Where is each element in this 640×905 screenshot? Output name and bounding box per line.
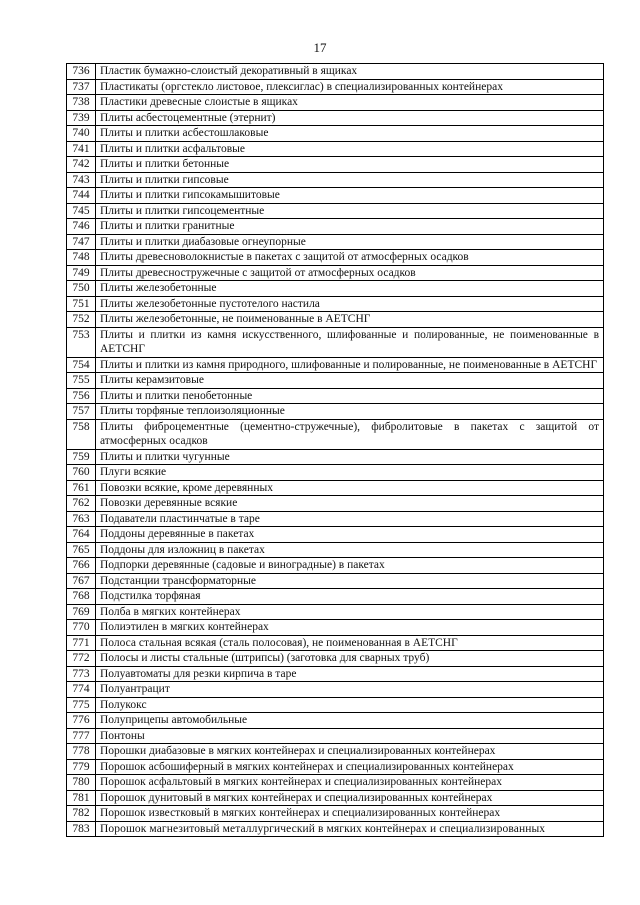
row-number: 755 xyxy=(67,373,96,389)
cargo-name: Плиты и плитки гипсокамышитовые xyxy=(96,188,604,204)
row-number: 756 xyxy=(67,388,96,404)
row-number: 780 xyxy=(67,775,96,791)
row-number: 775 xyxy=(67,697,96,713)
cargo-name: Плиты и плитки из камня природного, шлифованные и полированные, не поименованные в АЕТСНГ xyxy=(96,357,604,373)
table-row xyxy=(67,250,604,266)
row-number: 754 xyxy=(67,357,96,373)
page-number: 17 xyxy=(313,40,327,55)
cargo-name: Плиты и плитки пенобетонные xyxy=(96,388,604,404)
table-row xyxy=(67,419,604,449)
row-number: 750 xyxy=(67,281,96,297)
row-number: 773 xyxy=(67,666,96,682)
cargo-name: Полиэтилен в мягких контейнерах xyxy=(96,620,604,636)
cargo-name: Порошок асбошиферный в мягких контейнерах и специализированных контейнерах xyxy=(96,759,604,775)
cargo-name: Подпорки деревянные (садовые и виноградные) в пакетах xyxy=(96,558,604,574)
row-number: 779 xyxy=(67,759,96,775)
table-row xyxy=(67,527,604,543)
row-number: 745 xyxy=(67,203,96,219)
row-number: 778 xyxy=(67,744,96,760)
row-number: 763 xyxy=(67,511,96,527)
row-number: 764 xyxy=(67,527,96,543)
table-row xyxy=(67,157,604,173)
row-number: 736 xyxy=(67,64,96,80)
row-number: 776 xyxy=(67,713,96,729)
cargo-name: Плиты древесноволокнистые в пакетах с защитой от атмосферных осадков xyxy=(96,250,604,266)
row-number: 740 xyxy=(67,126,96,142)
row-number: 751 xyxy=(67,296,96,312)
row-number: 746 xyxy=(67,219,96,235)
cargo-name: Пластик бумажно-слоистый декоративный в ящиках xyxy=(96,64,604,80)
cargo-name: Понтоны xyxy=(96,728,604,744)
row-number: 749 xyxy=(67,265,96,281)
table-row xyxy=(67,172,604,188)
table-row xyxy=(67,728,604,744)
row-number: 759 xyxy=(67,449,96,465)
row-number: 766 xyxy=(67,558,96,574)
table-row xyxy=(67,234,604,250)
row-number: 758 xyxy=(67,419,96,449)
table-row xyxy=(67,682,604,698)
row-number: 739 xyxy=(67,110,96,126)
table-row xyxy=(67,759,604,775)
table-row xyxy=(67,697,604,713)
row-number: 738 xyxy=(67,95,96,111)
table-row xyxy=(67,806,604,822)
table-row xyxy=(67,203,604,219)
table-row xyxy=(67,312,604,328)
cargo-table-body xyxy=(67,64,604,837)
cargo-name: Плиты и плитки асфальтовые xyxy=(96,141,604,157)
cargo-name: Плиты и плитки бетонные xyxy=(96,157,604,173)
cargo-name: Полба в мягких контейнерах xyxy=(96,604,604,620)
row-number: 762 xyxy=(67,496,96,512)
row-number: 753 xyxy=(67,327,96,357)
row-number: 747 xyxy=(67,234,96,250)
cargo-name: Плиты и плитки асбестошлаковые xyxy=(96,126,604,142)
cargo-name: Плиты асбестоцементные (этернит) xyxy=(96,110,604,126)
cargo-name: Плиты фиброцементные (цементно-стружечные), фибролитовые в пакетах с защитой от атмосферных осадков xyxy=(96,419,604,449)
cargo-name: Полоса стальная всякая (сталь полосовая), не поименованная в АЕТСНГ xyxy=(96,635,604,651)
row-number: 752 xyxy=(67,312,96,328)
table-row xyxy=(67,744,604,760)
row-number: 769 xyxy=(67,604,96,620)
cargo-name: Полуавтоматы для резки кирпича в таре xyxy=(96,666,604,682)
table-row xyxy=(67,404,604,420)
table-row xyxy=(67,110,604,126)
cargo-name: Подаватели пластинчатые в таре xyxy=(96,511,604,527)
row-number: 742 xyxy=(67,157,96,173)
table-row xyxy=(67,219,604,235)
cargo-name: Плиты и плитки диабазовые огнеупорные xyxy=(96,234,604,250)
row-number: 770 xyxy=(67,620,96,636)
cargo-name: Полукокс xyxy=(96,697,604,713)
cargo-name: Плиты торфяные теплоизоляционные xyxy=(96,404,604,420)
cargo-name: Порошок магнезитовый металлургический в мягких контейнерах и специализированных xyxy=(96,821,604,837)
row-number: 741 xyxy=(67,141,96,157)
row-number: 767 xyxy=(67,573,96,589)
row-number: 761 xyxy=(67,480,96,496)
table-row xyxy=(67,496,604,512)
row-number: 783 xyxy=(67,821,96,837)
row-number: 757 xyxy=(67,404,96,420)
cargo-name: Плиты древесностружечные с защитой от атмосферных осадков xyxy=(96,265,604,281)
cargo-name: Плиты железобетонные пустотелого настила xyxy=(96,296,604,312)
cargo-name: Поддоны для изложниц в пакетах xyxy=(96,542,604,558)
cargo-name: Поддоны деревянные в пакетах xyxy=(96,527,604,543)
table-row xyxy=(67,666,604,682)
table-row xyxy=(67,388,604,404)
cargo-name: Пластикаты (оргстекло листовое, плексиглас) в специализированных контейнерах xyxy=(96,79,604,95)
cargo-name: Порошки диабазовые в мягких контейнерах и специализированных контейнерах xyxy=(96,744,604,760)
cargo-name: Плиты керамзитовые xyxy=(96,373,604,389)
cargo-name: Пластики древесные слоистые в ящиках xyxy=(96,95,604,111)
row-number: 782 xyxy=(67,806,96,822)
cargo-name: Подстанции трансформаторные xyxy=(96,573,604,589)
table-row xyxy=(67,126,604,142)
table-row xyxy=(67,790,604,806)
table-row xyxy=(67,620,604,636)
cargo-name: Полуантрацит xyxy=(96,682,604,698)
cargo-name: Полосы и листы стальные (штрипсы) (заготовка для сварных труб) xyxy=(96,651,604,667)
table-row xyxy=(67,573,604,589)
row-number: 760 xyxy=(67,465,96,481)
table-row xyxy=(67,775,604,791)
table-row xyxy=(67,296,604,312)
table-row xyxy=(67,327,604,357)
cargo-name: Плиты и плитки чугунные xyxy=(96,449,604,465)
row-number: 765 xyxy=(67,542,96,558)
row-number: 737 xyxy=(67,79,96,95)
cargo-name: Порошок асфальтовый в мягких контейнерах и специализированных контейнерах xyxy=(96,775,604,791)
cargo-name: Плиты железобетонные xyxy=(96,281,604,297)
cargo-name: Порошок известковый в мягких контейнерах и специализированных контейнерах xyxy=(96,806,604,822)
cargo-name: Плуги всякие xyxy=(96,465,604,481)
row-number: 777 xyxy=(67,728,96,744)
table-row xyxy=(67,651,604,667)
cargo-name: Порошок дунитовый в мягких контейнерах и специализированных контейнерах xyxy=(96,790,604,806)
table-row xyxy=(67,281,604,297)
row-number: 744 xyxy=(67,188,96,204)
table-row xyxy=(67,821,604,837)
cargo-name: Плиты и плитки гипсовые xyxy=(96,172,604,188)
table-row xyxy=(67,713,604,729)
table-row xyxy=(67,589,604,605)
table-row xyxy=(67,465,604,481)
table-row xyxy=(67,511,604,527)
table-row xyxy=(67,188,604,204)
table-row xyxy=(67,265,604,281)
cargo-name: Полуприцепы автомобильные xyxy=(96,713,604,729)
cargo-name: Плиты железобетонные, не поименованные в АЕТСНГ xyxy=(96,312,604,328)
cargo-name: Повозки деревянные всякие xyxy=(96,496,604,512)
row-number: 743 xyxy=(67,172,96,188)
table-row xyxy=(67,141,604,157)
row-number: 774 xyxy=(67,682,96,698)
table-row xyxy=(67,79,604,95)
table-row xyxy=(67,558,604,574)
table-row xyxy=(67,95,604,111)
row-number: 771 xyxy=(67,635,96,651)
row-number: 748 xyxy=(67,250,96,266)
cargo-table xyxy=(66,63,604,837)
cargo-name: Повозки всякие, кроме деревянных xyxy=(96,480,604,496)
cargo-name: Подстилка торфяная xyxy=(96,589,604,605)
row-number: 768 xyxy=(67,589,96,605)
table-row xyxy=(67,480,604,496)
table-row xyxy=(67,542,604,558)
cargo-name: Плиты и плитки гипсоцементные xyxy=(96,203,604,219)
table-row xyxy=(67,604,604,620)
table-row xyxy=(67,357,604,373)
table-row xyxy=(67,373,604,389)
row-number: 772 xyxy=(67,651,96,667)
table-row xyxy=(67,635,604,651)
cargo-name: Плиты и плитки гранитные xyxy=(96,219,604,235)
row-number: 781 xyxy=(67,790,96,806)
cargo-name: Плиты и плитки из камня искусственного, шлифованные и полированные, не поименованные в АЕТСНГ xyxy=(96,327,604,357)
table-row xyxy=(67,64,604,80)
table-row xyxy=(67,449,604,465)
